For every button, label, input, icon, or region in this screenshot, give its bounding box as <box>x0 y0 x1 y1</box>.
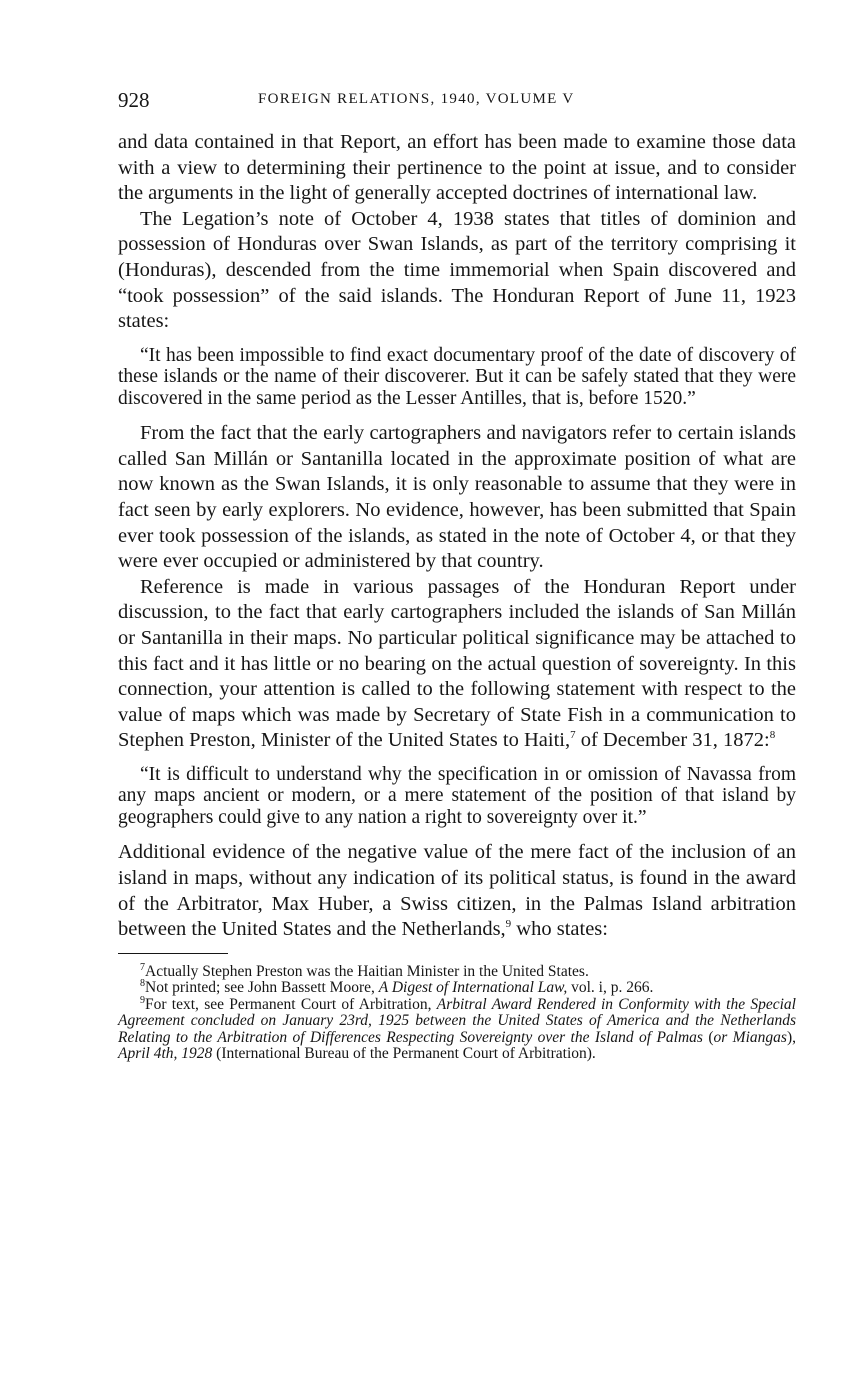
body-text <box>118 130 796 1063</box>
page-number: 928 <box>118 88 150 112</box>
footnote-text: ), <box>786 1028 796 1046</box>
footnote-mark: 9 <box>140 994 145 1006</box>
paragraph-text: Additional evidence of the negative value of the mere fact of the inclusion of an island in maps, without any indication of its political status, is found in the award of the Arbitrator, Max Huber, a Swiss citizen, in the Palmas Island arbitration between the United States and the Netherlands, <box>118 841 796 941</box>
footnote-ref-9: 9 <box>505 918 512 931</box>
footnote-title: Arbitral Award Rendered in Conformity with the Special Agreement concluded on January 23rd, 1925 between the United States of America and the Netherlands Relating to the Arbitration of Differences Respecting Sovereignty over the Island of Palmas <box>118 995 796 1046</box>
block-quote-honduran-report: “It has been impossible to find exact documentary proof of the date of discovery of these islands or the name of their discoverer. But it can be safely stated that they were discovered in the same period as the Lesser Antilles, that is, before 1520.” <box>118 344 796 409</box>
paragraph-max-huber <box>118 840 796 942</box>
footnote-text: (International Bureau of the Permanent Court of Arbitration). <box>212 1045 596 1063</box>
footnote-text: Not printed; see John Bassett Moore, <box>145 979 379 997</box>
paragraph-text: who states: <box>511 918 608 941</box>
footnote-text: vol. i, p. 266. <box>567 979 654 997</box>
footnote-title: or Miangas <box>713 1028 787 1046</box>
footnote-text: For text, see Permanent Court of Arbitration, <box>145 995 437 1013</box>
footnote-ref-7: 7 <box>570 729 576 742</box>
footnote-7 <box>118 961 796 981</box>
paragraph-cartographers: From the fact that the early cartographers and navigators refer to certain islands called San Millán or Santanilla located in the approximate position of what are now known as the Swan Islands, it is only reasonable to assume that they were in fact seen by early explorers. No evidence, however, has been submitted that Spain ever took possession of the islands, as stated in the note of October 4, or that they were ever occupied or administered by that country. <box>118 422 796 573</box>
paragraph-maps-reference <box>118 575 796 754</box>
footnote-text: ( <box>702 1028 714 1046</box>
footnote-8 <box>118 980 796 997</box>
footnote-mark: 7 <box>140 961 145 973</box>
paragraph-text: Reference is made in various passages of the Honduran Report under discussion, to the fact that early cartographers included the islands of San Millán or Santanilla in their maps. No particular political significance may be attached to this fact and it has little or no bearing on the actual question of sovereignty. In this connection, your attention is called to the following statement with respect to the value of maps which was made by Secretary of State Fish in a communication to Stephen Preston, Minister of the United States to Haiti, <box>118 575 796 752</box>
paragraph-continued: and data contained in that Report, an effort has been made to examine those data with a view to determining their pertinence to the point at issue, and to consider the arguments in the light of generally accepted doctrines of international law. <box>118 131 796 205</box>
footnote-text: Actually Stephen Preston was the Haitian Minister in the United States. <box>145 962 589 980</box>
footnote-date: April 4th, 1928 <box>118 1045 213 1063</box>
block-quote-secretary-fish: “It is difficult to understand why the specification in or omission of Navassa from any maps ancient or modern, or a mere statement of the position of that island by geographers could give to any nation a right to sovereignty over it.” <box>118 763 796 828</box>
footnote-title: A Digest of International Law, <box>378 979 568 997</box>
footnotes <box>118 961 796 1063</box>
footnote-mark: 8 <box>140 978 145 990</box>
footnote-ref-8: 8 <box>769 729 776 742</box>
running-title: FOREIGN RELATIONS, 1940, VOLUME V <box>258 91 575 107</box>
page-header <box>118 88 798 114</box>
footnote-9 <box>118 994 796 1063</box>
footnote-divider <box>118 953 228 954</box>
paragraph-text: of December 31, 1872: <box>575 729 770 752</box>
paragraph-legation-note: The Legation’s note of October 4, 1938 states that titles of dominion and possession of Honduras over Swan Islands, as part of the territory comprising it (Honduras), descended from the time immemorial when Spain discovered and “took possession” of the said islands. The Honduran Report of June 11, 1923 states: <box>118 207 796 333</box>
